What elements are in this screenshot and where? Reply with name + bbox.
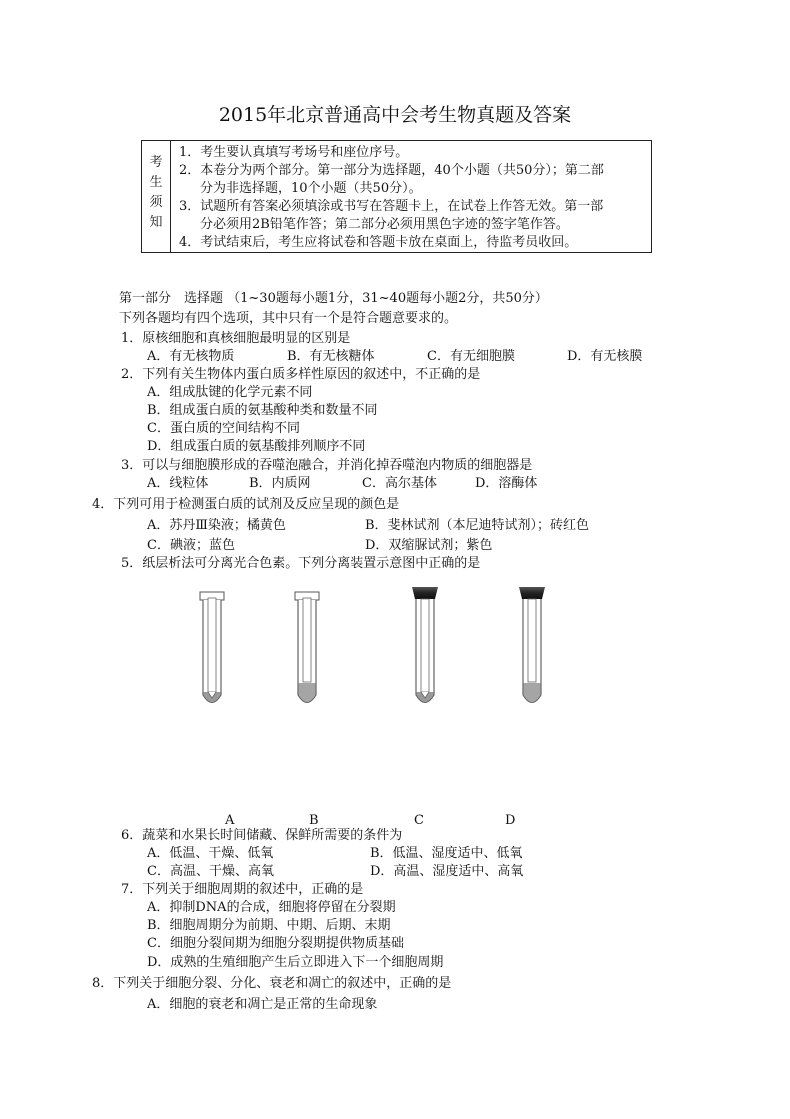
question-3-option-c: C．高尔基体 bbox=[362, 476, 437, 491]
question-6-option-b: B．低温、湿度适中、低氧 bbox=[370, 846, 523, 861]
question-8-stem: 8．下列关于细胞分裂、分化、衰老和凋亡的叙述中，正确的是 bbox=[92, 976, 452, 991]
tube-label-d: D bbox=[505, 813, 516, 828]
tube-b bbox=[295, 592, 319, 703]
part1-instruction: 下列各题均有四个选项，其中只有一个是符合题意要求的。 bbox=[119, 311, 458, 326]
tube-label-a: A bbox=[225, 813, 235, 828]
notice-label-char: 知 bbox=[149, 215, 163, 230]
tube-d bbox=[519, 587, 545, 703]
question-7-option-b: B．细胞周期分为前期、中期、后期、末期 bbox=[147, 918, 391, 933]
tube-label-b: B bbox=[309, 813, 319, 828]
question-2-option-b: B．组成蛋白质的氨基酸种类和数量不同 bbox=[147, 403, 378, 418]
notice-line: 分必须用2B铅笔作答；第二部分必须用黑色字迹的签字笔作答。 bbox=[200, 217, 569, 232]
chromatography-tubes-figure bbox=[180, 570, 560, 720]
question-3-option-d: D．溶酶体 bbox=[475, 476, 538, 491]
question-4-option-b: B．斐林试剂（本尼迪特试剂）；砖红色 bbox=[365, 518, 590, 533]
question-7-option-a: A．抑制DNA的合成，细胞将停留在分裂期 bbox=[147, 900, 396, 915]
question-2-option-d: D．组成蛋白质的氨基酸排列顺序不同 bbox=[147, 439, 366, 454]
question-1-stem: 1．原核细胞和真核细胞最明显的区别是 bbox=[121, 331, 351, 346]
question-3-stem: 3．可以与细胞膜形成的吞噬泡融合，并消化掉吞噬泡内物质的细胞器是 bbox=[121, 458, 533, 473]
question-7-stem: 7．下列关于细胞周期的叙述中，正确的是 bbox=[121, 882, 364, 897]
question-8-option-a: A．细胞的衰老和凋亡是正常的生命现象 bbox=[147, 997, 378, 1012]
part1-heading: 第一部分 选择题 （1~30题每小题1分，31~40题每小题2分，共50分） bbox=[119, 291, 548, 306]
question-7-option-c: C．细胞分裂间期为细胞分裂期提供物质基础 bbox=[147, 936, 404, 951]
notice-body bbox=[171, 141, 652, 253]
notice-line: 3．试题所有答案必须填涂或书写在答题卡上，在试卷上作答无效。第一部 bbox=[179, 199, 604, 214]
notice-label-char: 须 bbox=[149, 195, 163, 210]
notice-line: 1．考生要认真填写考场号和座位序号。 bbox=[179, 145, 409, 160]
question-2-option-c: C．蛋白质的空间结构不同 bbox=[147, 421, 300, 436]
candidate-notice-box bbox=[141, 140, 652, 253]
document-title: 2015年北京普通高中会考生物真题及答案 bbox=[218, 104, 572, 126]
question-3-option-a: A．线粒体 bbox=[147, 476, 209, 491]
notice-label bbox=[142, 141, 171, 253]
notice-label-char: 生 bbox=[149, 175, 163, 190]
notice-line: 4．考试结束后，考生应将试卷和答题卡放在桌面上，待监考员收回。 bbox=[179, 235, 578, 250]
tube-label-c: C bbox=[414, 813, 424, 828]
question-7-option-d: D．成熟的生殖细胞产生后立即进入下一个细胞周期 bbox=[147, 955, 444, 970]
question-2-stem: 2．下列有关生物体内蛋白质多样性原因的叙述中，不正确的是 bbox=[121, 367, 481, 382]
notice-label-char: 考 bbox=[149, 155, 163, 170]
question-4-option-c: C．碘液；蓝色 bbox=[147, 538, 235, 553]
tube-c bbox=[412, 587, 438, 703]
question-4-option-d: D．双缩脲试剂；紫色 bbox=[365, 538, 493, 553]
notice-line: 2．本卷分为两个部分。第一部分为选择题，40个小题（共50分）；第二部 bbox=[179, 163, 604, 178]
question-4-stem: 4．下列可用于检测蛋白质的试剂及反应呈现的颜色是 bbox=[92, 497, 400, 512]
question-5-stem: 5．纸层析法可分离光合色素。下列分离装置示意图中正确的是 bbox=[121, 556, 481, 571]
question-2-option-a: A．组成肽键的化学元素不同 bbox=[147, 385, 313, 400]
question-6-stem: 6．蔬菜和水果长时间储藏、保鲜所需要的条件为 bbox=[121, 828, 403, 843]
question-6-option-d: D．高温、湿度适中、高氧 bbox=[370, 864, 524, 879]
tube-a bbox=[200, 592, 224, 703]
question-3-option-b: B．内质网 bbox=[249, 476, 311, 491]
question-1-option-d: D．有无核膜 bbox=[567, 349, 643, 364]
notice-line: 分为非选择题，10个小题（共50分）。 bbox=[200, 181, 422, 196]
question-6-option-a: A．低温、干燥、低氧 bbox=[147, 846, 274, 861]
question-1-option-b: B．有无核糖体 bbox=[287, 349, 375, 364]
question-6-option-c: C．高温、干燥、高氧 bbox=[147, 864, 274, 879]
question-1-option-a: A．有无核物质 bbox=[147, 349, 235, 364]
question-1-option-c: C．有无细胞膜 bbox=[427, 349, 515, 364]
question-4-option-a: A．苏丹Ⅲ染液；橘黄色 bbox=[147, 518, 286, 533]
